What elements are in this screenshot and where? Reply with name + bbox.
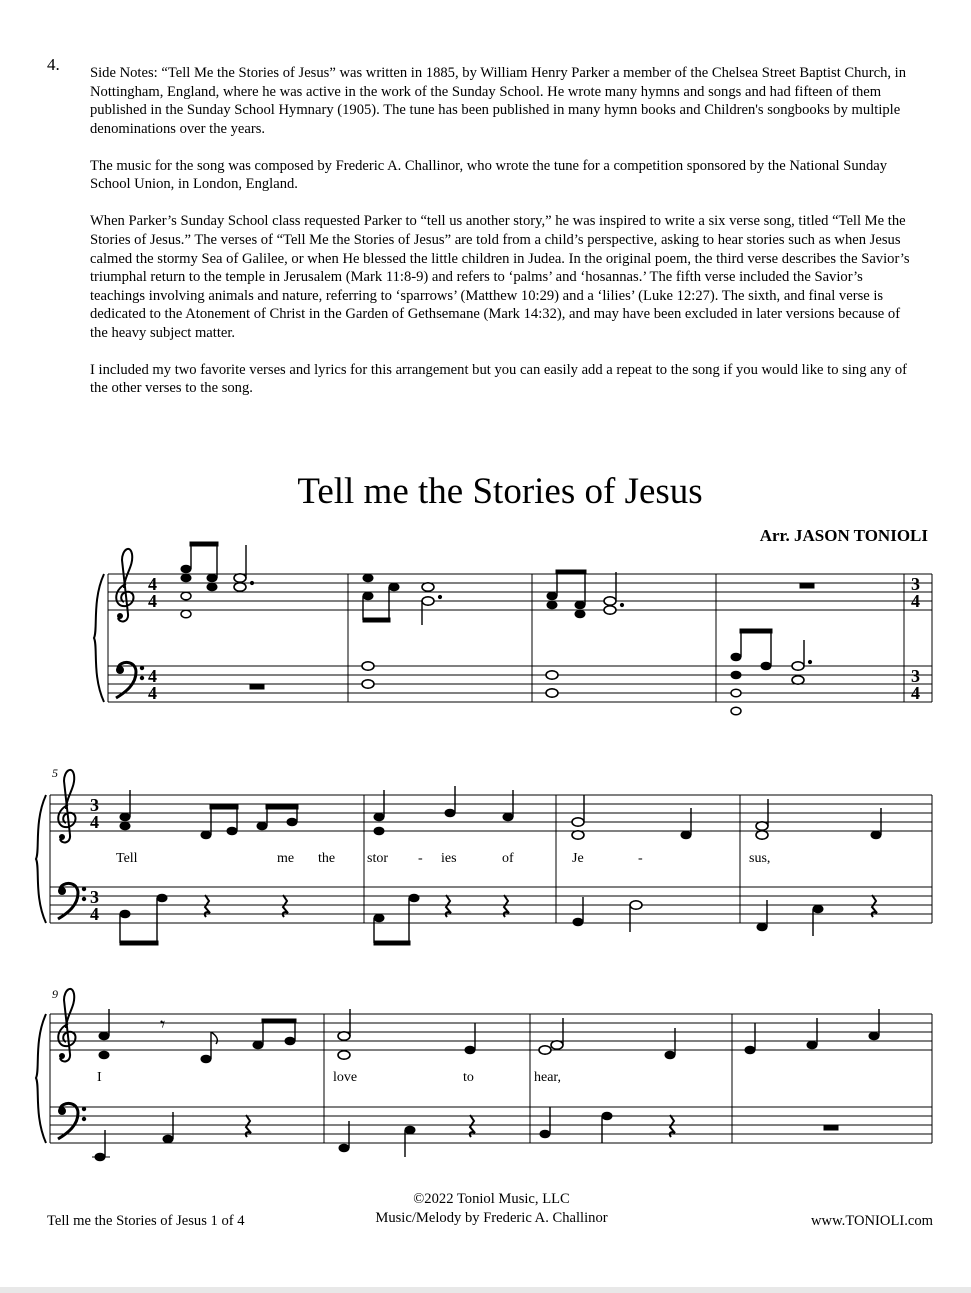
- time-signature-top: 3: [911, 574, 920, 594]
- system-2: [36, 766, 932, 945]
- lyric: to: [463, 1070, 474, 1085]
- lyric: sus,: [749, 851, 771, 866]
- lyric: hear,: [534, 1070, 562, 1085]
- time-signature-bottom: 4: [911, 683, 920, 703]
- time-signature-bottom: 4: [148, 591, 157, 611]
- time-signature-top: 3: [90, 887, 99, 907]
- lyric: Je: [572, 851, 584, 866]
- lyric: of: [502, 851, 514, 866]
- time-signature-top: 4: [148, 666, 157, 686]
- time-signature-top: 4: [148, 574, 157, 594]
- footer-page-label: Tell me the Stories of Jesus 1 of 4: [47, 1213, 245, 1229]
- measure-number: 9: [52, 987, 58, 1001]
- time-signature-bottom: 4: [90, 812, 99, 832]
- measure-number: 5: [52, 766, 58, 780]
- lyric: me: [277, 851, 295, 866]
- time-signature-top: 3: [90, 795, 99, 815]
- side-notes-paragraph-1: Side Notes: “Tell Me the Stories of Jesus” was written in 1885, by William Henry Parker a member of the Chelsea Street Baptist Church, in Nottingham, England, where he was active in the work of the Sunday School. He wrote many hymns and songs and had fifteen of them published in the Sunday School Hymnary (1905). The tune has been published in many hymn books and Children's songbooks by multiple denominations over the years.: [90, 65, 907, 137]
- system-3: [36, 987, 932, 1161]
- lyrics-row-1: [116, 851, 770, 866]
- system-1: [94, 542, 932, 715]
- footer-melody-credit: Music/Melody by Frederic A. Challinor: [375, 1210, 608, 1226]
- lyric: stor: [367, 851, 388, 866]
- treble-notes-m9-12: [99, 1009, 879, 1063]
- side-notes-paragraph-4: I included my two favorite verses and lyrics for this arrangement but you can easily add a repeat to the song if you would like to sing any of the other verses to the song.: [90, 361, 908, 397]
- lyric: love: [333, 1070, 358, 1085]
- viewer-bottom-strip: [0, 1287, 971, 1293]
- footer-website: www.TONIOLI.com: [811, 1213, 933, 1229]
- page-number: 4.: [47, 55, 60, 74]
- lyric: the: [318, 851, 336, 866]
- lyric: Tell: [116, 851, 138, 866]
- lyric: I: [97, 1070, 102, 1085]
- time-signature-top: 3: [911, 666, 920, 686]
- lyric: ies: [441, 851, 457, 866]
- bass-notes-m5-8: [120, 894, 877, 945]
- side-notes-paragraph-3: When Parker’s Sunday School class requested Parker to “tell us another story,” he was inspired to write a six verse song, titled “Tell Me the Stories of Jesus.” The verses of “Tell Me the Stories of Jesus” are told from a child’s perspective, asking to hear stories such as when Jesus calmed the stormy Sea of Galilee, or when He blessed the little children in Judea. In the original poem, the third verse describes the Savior’s triumphal return to the temple in Jerusalem (Mark 11:8-9) and refers to ‘palms’ and ‘hosannas.’ The fifth verse included the Savior’s teachings involving animals and nature, referring to ‘sparrows’ (Matthew 10:29) and a ‘lilies’ (Luke 12:27). The sixth, and final verse is dedicated to the Atonement of Christ in the Garden of Gethsemane (Mark 14:32), and may have been excluded in later versions because of the heavy subject matter.: [90, 213, 910, 341]
- time-signature-bottom: 4: [148, 683, 157, 703]
- time-signature-bottom: 4: [911, 591, 920, 611]
- footer-copyright: ©2022 Toniol Music, LLC: [413, 1191, 570, 1207]
- svg-text:𝄾: 𝄾: [160, 1014, 166, 1036]
- time-signature-bottom: 4: [90, 904, 99, 924]
- side-notes-paragraph-2: The music for the song was composed by Frederic A. Challinor, who wrote the tune for a competition sponsored by the National Sunday School Union, in London, England.: [90, 157, 888, 193]
- song-title: Tell me the Stories of Jesus: [297, 471, 703, 512]
- lyric: -: [418, 851, 423, 866]
- lyric: -: [638, 851, 643, 866]
- lyrics-row-2: [97, 1070, 561, 1085]
- arranger-credit: Arr. JASON TONIOLI: [759, 526, 928, 545]
